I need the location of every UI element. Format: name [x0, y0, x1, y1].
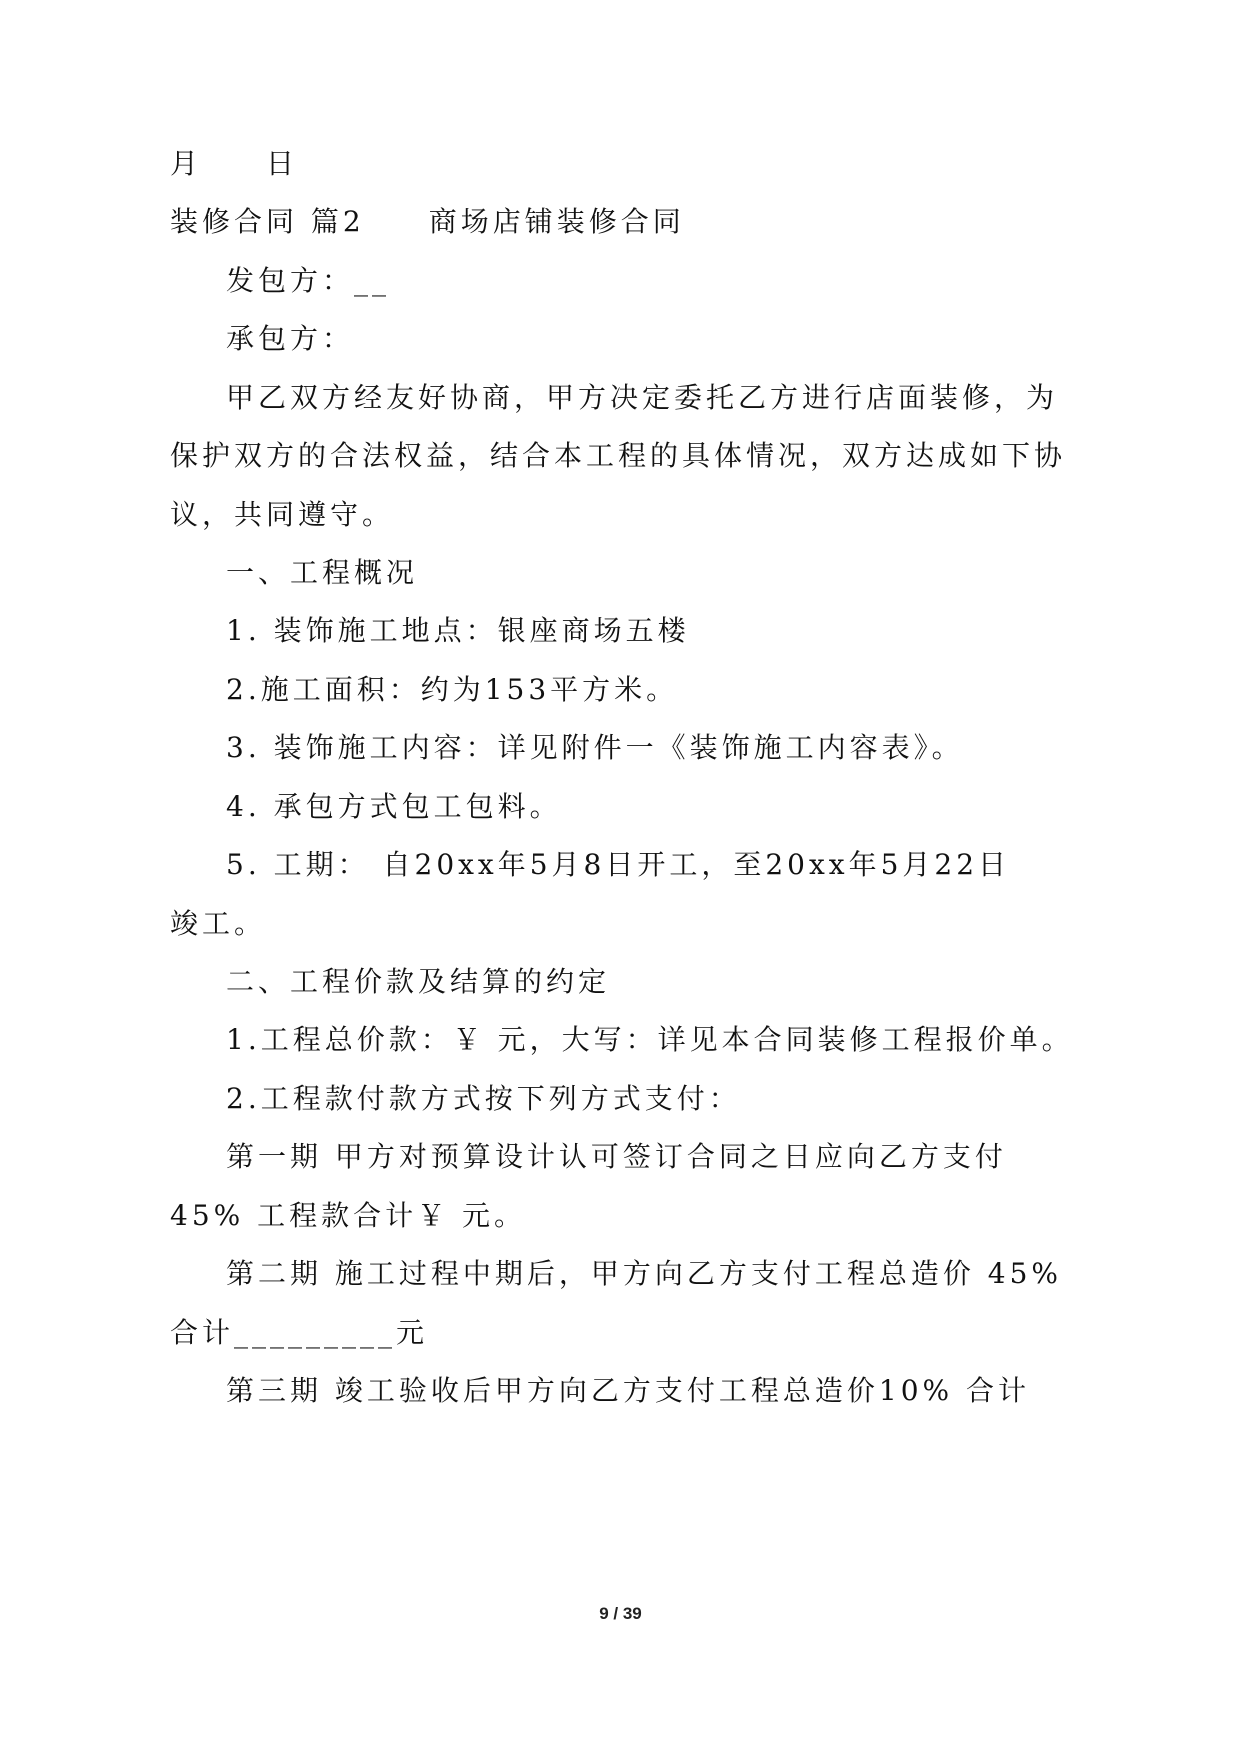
list-item: 1. 装饰施工地点：银座商场五楼 [226, 614, 690, 647]
contractor-line: 承包方： [226, 322, 355, 355]
employer-line: 发包方：__ [226, 264, 391, 297]
list-item-continued: 竣工。 [170, 907, 267, 940]
list-item: 2.工程款付款方式按下列方式支付： [226, 1082, 741, 1115]
list-item: 2.施工面积：约为153平方米。 [226, 673, 679, 706]
paragraph-line: 保护双方的合法权益，结合本工程的具体情况，双方达成如下协 [170, 439, 1067, 472]
list-item: 1.工程总价款：￥ 元，大写：详见本合同装修工程报价单。 [226, 1023, 1074, 1056]
payment-phase-1-continued: 45% 工程款合计￥ 元。 [170, 1199, 527, 1232]
payment-phase-1: 第一期 甲方对预算设计认可签订合同之日应向乙方支付 [226, 1140, 1007, 1173]
payment-phase-2: 第二期 施工过程中期后，甲方向乙方支付工程总造价 45% [226, 1257, 1063, 1290]
page-number: 9 / 39 [599, 1604, 642, 1623]
heading-payment: 二、工程价款及结算的约定 [226, 965, 611, 998]
list-item: 3. 装饰施工内容：详见附件一《装饰施工内容表》。 [226, 731, 964, 764]
payment-phase-2-continued: 合计_________元 [170, 1316, 429, 1349]
heading-overview: 一、工程概况 [226, 556, 419, 589]
payment-phase-3: 第三期 竣工验收后甲方向乙方支付工程总造价10% 合计 [226, 1374, 1031, 1407]
paragraph-line: 甲乙双方经友好协商，甲方决定委托乙方进行店面装修，为 [226, 381, 1059, 414]
list-item: 5. 工期： 自20xx年5月8日开工，至20xx年5月22日 [226, 848, 1011, 881]
section-heading: 装修合同 篇2 商场店铺装修合同 [170, 205, 685, 238]
date-line: 月 日 [170, 147, 299, 180]
paragraph-line: 议，共同遵守。 [170, 498, 395, 531]
list-item: 4. 承包方式包工包料。 [226, 790, 562, 823]
